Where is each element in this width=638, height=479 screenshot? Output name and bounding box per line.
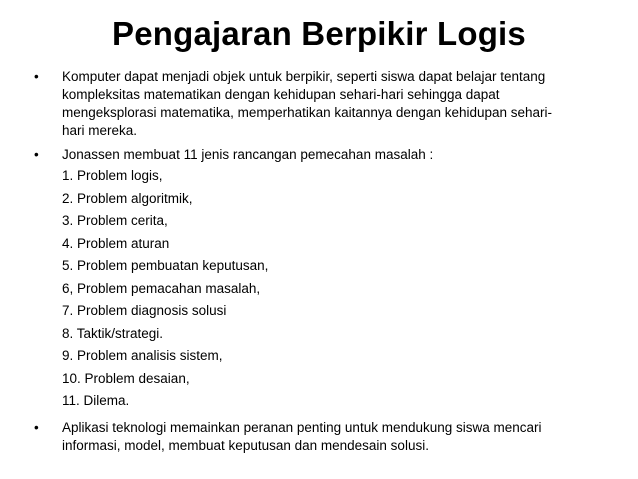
list-item: 8. Taktik/strategi. [62,325,164,341]
list-item: 9. Problem analisis sistem, [62,348,223,363]
list-item: 10. Problem desaian, [62,370,190,386]
bullet-item [0,146,582,413]
numbered-list [62,165,582,413]
list-item: 5. Problem pembuatan keputusan, [62,258,269,273]
bullet-marker: • [34,419,39,435]
list-item: 11. Dilema. [62,393,130,408]
bullet-line: mengeksplorasi matematika, memperhatikan kaitannya dengan kehidupan sehari- [62,105,553,120]
bullet-line: Aplikasi teknologi memainkan peranan penting untuk mendukung siswa mencari [62,419,542,435]
list-item: 1. Problem logis, [62,168,163,183]
list-item: 6, Problem pemacahan masalah, [62,280,261,296]
bullet-item [0,68,582,140]
bullet-marker: • [34,147,39,162]
bullet-item [0,419,582,455]
list-item: 4. Problem aturan [62,235,170,251]
bullet-line: informasi, model, membuat keputusan dan mendesain solusi. [62,437,429,453]
list-item: 7. Problem diagnosis solusi [62,303,227,318]
list-item: 3. Problem cerita, [62,213,168,228]
bullet-line: Komputer dapat menjadi objek untuk berpikir, seperti siswa dapat belajar tentang [62,69,546,84]
slide-title: Pengajaran Berpikir Logis [112,15,526,52]
list-item: 2. Problem algoritmik, [62,190,193,206]
slide-content [0,68,638,455]
bullet-marker: • [34,69,39,84]
bullet-line: kompleksitas matematikan dengan kehidupan sehari-hari sehingga dapat [62,87,500,102]
bullet-line: hari mereka. [62,123,138,138]
bullet-line: Jonassen membuat 11 jenis rancangan pemecahan masalah : [62,147,434,162]
